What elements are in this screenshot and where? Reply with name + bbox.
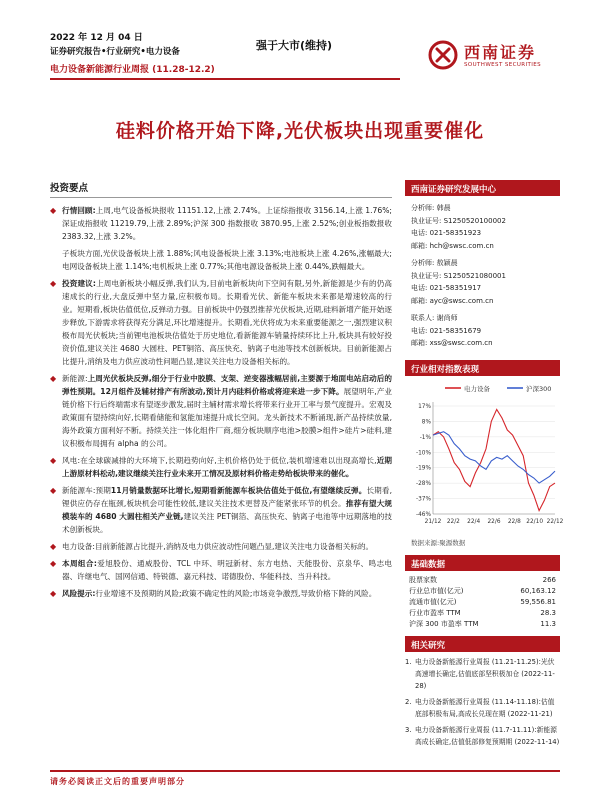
basic-data-row	[405, 619, 560, 630]
footer-divider	[50, 770, 560, 772]
basic-data-value: 60,163.12	[520, 586, 556, 595]
bullet-icon: ◆	[50, 486, 57, 495]
logo-text-en: SOUTHWEST SECURITIES	[464, 62, 542, 68]
logo-text-cn: 西南证券	[464, 43, 537, 62]
legend-label: 沪深300	[526, 384, 552, 393]
basic-data-label: 流通市值(亿元)	[409, 597, 457, 606]
y-tick-label: -28%	[416, 480, 431, 487]
sidebar	[405, 180, 564, 748]
report-date: 2022 年 12 月 04 日	[50, 33, 143, 43]
header-divider	[50, 78, 400, 80]
bullet-icon: ◆	[50, 559, 57, 568]
x-tick-label: 22/6	[487, 518, 501, 525]
related-item-text: 电力设备新能源行业周报 (11.14-11.18):估值底部积极布局,高成长兑现在期 (2022-11-21)	[415, 697, 555, 718]
basic-data-row	[405, 597, 560, 608]
summary-item-portfolio: ◆ 本周组合:爱旭股份、通威股份、TCL 中环、明冠新材、东方电热、天能股份、京泉华、鸣志电器、许继电气、国网信通、特锐德、嘉元科技、诺德股份、华能科技、当升科技。	[50, 559, 392, 581]
analyst-row: 分析师: 敖颖晨	[411, 259, 458, 267]
summary-item-subsectors: 子板块方面,光伏设备板块上涨 1.88%;风电设备板块上涨 3.13%;电池板块上涨 4.26%,涨幅最大;电网设备板块上涨 1.14%;电机板块上涨 0.77%;其他电源设备板块上涨 0.44%,跌幅最大。	[62, 249, 392, 271]
y-tick-label: -46%	[416, 511, 431, 518]
analyst-row: 邮箱: ayc@swsc.com.cn	[411, 296, 494, 305]
basic-data-row	[405, 575, 560, 586]
basic-data-row	[405, 586, 560, 597]
basic-data-title: 基础数据	[405, 555, 560, 571]
x-tick-label: 22/4	[467, 518, 481, 525]
research-center-title: 西南证券研究发展中心	[405, 180, 560, 196]
analyst-row: 联系人: 谢尚师	[411, 314, 458, 322]
summary-item-market-review: ◆ 行情回顾:上周,电气设备板块报收 11151.12,上涨 2.74%。上证综指报收 3156.14,上涨 1.76%;深证成指报收 11219.79,上涨 2.89%;沪深 300 指数报收 3870.95,上涨 2.52%;创业板指数报收 2383.32,上涨 3.2%。	[50, 206, 392, 241]
related-research-item[interactable]	[405, 656, 560, 692]
analyst-row: 电话: 021-58351923	[411, 229, 482, 237]
legend-label: 电力设备	[464, 384, 490, 393]
analyst-row: 电话: 021-58351679	[411, 326, 482, 335]
summary-item-power-equipment: ◆ 电力设备:目前新能源占比提升,消纳及电力供应波动性问题凸显,建议关注电力设备相关标的。	[50, 542, 374, 551]
related-research-section	[405, 636, 560, 748]
y-tick-label: -19%	[416, 465, 431, 472]
bullet-icon: ◆	[50, 374, 57, 383]
report-title: 硅料价格开始下降,光伏板块出现重要催化	[115, 120, 485, 142]
series-line-2	[433, 431, 555, 482]
basic-data-label: 股票家数	[409, 575, 437, 584]
basic-data-value: 28.3	[540, 608, 556, 617]
bullet-icon: ◆	[50, 456, 57, 465]
y-tick-label: -1%	[419, 434, 431, 441]
analyst-row: 邮箱: xss@swsc.com.cn	[411, 339, 493, 347]
y-tick-label: 8%	[421, 418, 431, 425]
analyst-row: 邮箱: hch@swsc.com.cn	[411, 241, 494, 250]
company-logo	[428, 38, 568, 76]
weekly-title: 电力设备新能源行业周报 (11.28-12.2)	[50, 65, 215, 75]
basic-data-label: 沪深 300 市盈率 TTM	[409, 619, 479, 628]
rating: 强于大市(维持)	[256, 39, 333, 52]
basic-data-label: 行业总市值(亿元)	[409, 586, 464, 595]
series-line-1	[433, 409, 555, 510]
related-research-title: 相关研究	[405, 636, 560, 652]
index-chart-section	[405, 360, 564, 547]
related-item-text: 电力设备新能源行业周报 (11.21-11.25):光伏高速增长确定,估值底部坚积极加仓 (2022-11-28)	[415, 657, 555, 690]
summary-item-wind: ◆ 风电:在全球碳减排的大环境下,长期趋势向好,主机价格仍处于低位,装机增速难以出现高增长,近期上游原材料松动,建议继续关注行业未来开工情况及原材料价格走势给板块带来的催化。	[50, 456, 393, 478]
y-tick-label: 17%	[418, 403, 431, 410]
bullet-icon: ◆	[50, 589, 57, 598]
x-tick-label: 22/10	[526, 518, 544, 525]
related-item-number: 3.	[405, 725, 412, 734]
related-research-item[interactable]	[405, 696, 560, 720]
related-item-text: 电力设备新能源行业周报 (11.7-11.11):新能源高成长确定,估值低部修复预期期 (2022-11-14)	[415, 725, 560, 746]
analyst-row: 执业证号: S1250521080001	[411, 271, 506, 280]
related-item-number: 2.	[405, 697, 412, 706]
bullet-icon: ◆	[50, 206, 57, 215]
index-chart-title: 行业相对指数表现	[405, 360, 560, 376]
x-tick-label: 22/8	[507, 518, 521, 525]
x-tick-label: 22/2	[446, 518, 460, 525]
chart-source: 数据来源:聚源数据	[411, 538, 466, 547]
bullet-icon: ◆	[50, 279, 57, 288]
basic-data-value: 59,556.81	[520, 597, 556, 606]
summary-item-advice: ◆ 投资建议:上周电新板块小幅反弹,我们认为,目前电新板块向下空间有限,另外,新能源是少有的仍高速成长的行业,大盘反弹中坚力量,应积极布局。长期看光伏、新能车板块未来都是增速较高的行业。短期看,板块估值低位,反弹动力强。目前板块中仍强烈推荐光伏板块,近期,硅料新增产能开始逐步释放,下游需求将获得充分满足,环比增速提升。长期看,光伏将成为未来重要能源之一,强烈建议积极布局光伏板块;当前锂电池板块估值处于历史地位,看新能源车销量持续环比上升,板块具有较好投资价值,建议关注 4680 大圆柱、PET铜箔、高压快充、钠离子电池等技术创新板块。目前新能源占比提升,消纳及电力供应波动性问题凸显,建议关注电力设备相关标的。	[50, 279, 392, 366]
index-chart-svg	[405, 376, 564, 536]
basic-data-value: 266	[542, 575, 556, 584]
basic-data-label: 行业市盈率 TTM	[409, 608, 461, 617]
basic-data-value: 11.3	[540, 619, 556, 628]
logo-mark-icon	[428, 40, 458, 70]
summary-item-new-energy: ◆ 新能源:上周光伏板块反弹,细分于行业中胶膜、支架、逆变器涨幅居前,主要源于地面电站启动后的弹性预期。12月组件及辅材排产有所波动,预计月内硅料价格或将迎来进一步下降。展望明年,产业链价格下行后终端需求有望逐步激发,届时主辅材需求增长将带来行业开工率与景气度提升。宏观及政策面有望持续向好,长期看储能和氢能加速提升成长空间。龙头新技术不断涌现,新产品持续放量,海外政策方面利好不断。持续关注一体化组件厂商,细分板块顺序电池>胶膜>组件>硅片>硅料,建议积极布局拥有 alpha 的公司。	[50, 374, 393, 448]
y-tick-label: -10%	[416, 449, 431, 456]
analyst-row: 分析师: 韩晨	[411, 204, 451, 212]
footer-disclaimer: 请务必阅读正文后的重要声明部分	[50, 777, 185, 786]
report-header	[0, 0, 600, 92]
report-category: 证券研究报告•行业研究•电力设备	[50, 47, 180, 57]
analyst-row: 执业证号: S1250520100002	[411, 216, 506, 225]
bullet-icon: ◆	[50, 542, 57, 551]
y-tick-label: -37%	[416, 496, 431, 503]
basic-data-table	[405, 575, 560, 630]
summary-item-ev: ◆ 新能源车:预期11月销量数据环比增长,短期看新能源车板块估值处于低位,有望继续反弹。长期看,锂供应仍存在瓶颈,板块机会可能性较低,建议关注技术更替及产能紧张环节的机会。推荐有望大规模装车的 4680 大圆柱相关产业链,建议关注 PET铜箔、高压快充、钠离子电池等中远期落地的技术创新板块。	[50, 486, 393, 534]
summary-item-risk: ◆ 风险提示:行业增速不及预期的风险;政策不确定性的风险;市场竞争激烈,导致价格下降的风险。	[50, 589, 377, 598]
related-research-item[interactable]	[405, 724, 560, 748]
analyst-list	[405, 196, 560, 352]
basic-data-row	[405, 608, 560, 619]
investment-summary	[50, 180, 392, 604]
x-tick-label: 22/12	[546, 518, 564, 525]
x-tick-label: 21/12	[424, 518, 442, 525]
summary-heading: 投资要点	[50, 180, 392, 198]
related-item-number: 1.	[405, 657, 412, 666]
index-chart	[405, 376, 564, 536]
basic-data-section	[405, 555, 560, 630]
analyst-row: 电话: 021-58351917	[411, 284, 482, 292]
